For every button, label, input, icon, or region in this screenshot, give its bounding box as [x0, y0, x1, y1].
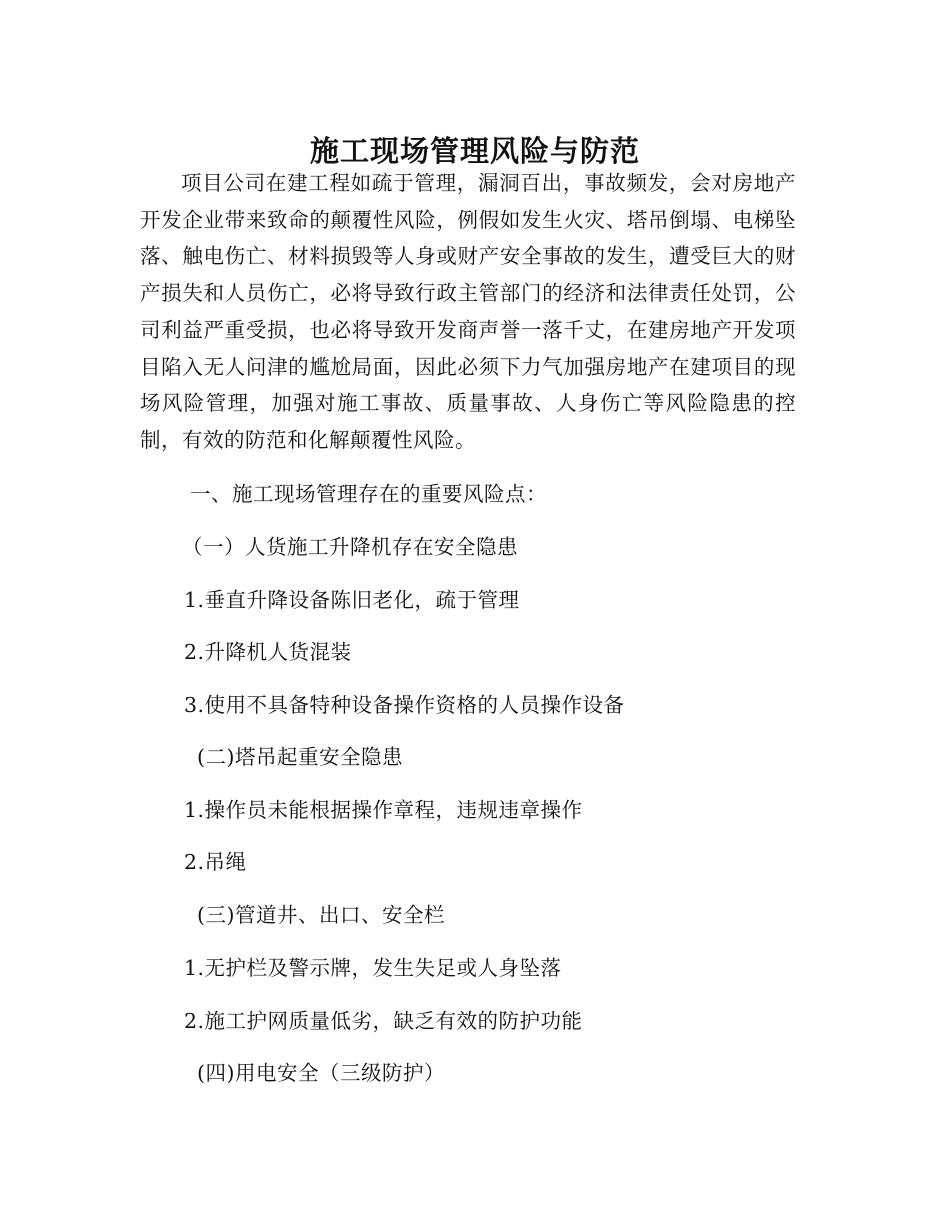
list-item: 1.无护栏及警示牌，发生失足或人身坠落 — [184, 956, 562, 980]
list-item: 1.操作员未能根据操作章程，违规违章操作 — [184, 798, 583, 822]
subheading-electrical-safety: (四)用电安全（三级防护） — [197, 1061, 445, 1085]
list-item: 1.垂直升降设备陈旧老化，疏于管理 — [184, 588, 520, 612]
list-item: 2.升降机人货混装 — [184, 640, 352, 664]
section-heading-risk-points: 一、施工现场管理存在的重要风险点： — [190, 482, 547, 506]
intro-paragraph: 项目公司在建工程如疏于管理，漏洞百出，事故频发，会对房地产开发企业带来致命的颠覆性风险，例假如发生火灾、塔吊倒塌、电梯坠落、触电伤亡、材料损毁等人身或财产安全事故的发生，遭受巨大的财产损失和人员伤亡，必将导致行政主管部门的经济和法律责任处罚，公司利益严重受损，也必将导致开发商声誉一落千丈，在建房地产开发项目陷入无人问津的尴尬局面，因此必须下力气加强房地产在建项目的现场风险管理，加强对施工事故、质量事故、人身伤亡等风险隐患的控制，有效的防范和化解颠覆性风险。 — [140, 171, 796, 452]
list-item: 3.使用不具备特种设备操作资格的人员操作设备 — [184, 693, 625, 717]
list-item: 2.吊绳 — [184, 850, 247, 874]
subheading-elevator: （一）人货施工升降机存在安全隐患 — [182, 535, 518, 559]
list-item: 2.施工护网质量低劣，缺乏有效的防护功能 — [184, 1009, 583, 1033]
subheading-shaft-railing: (三)管道井、出口、安全栏 — [197, 903, 445, 927]
subheading-tower-crane: (二)塔吊起重安全隐患 — [197, 745, 403, 769]
document-title: 施工现场管理风险与防范 — [309, 134, 640, 169]
